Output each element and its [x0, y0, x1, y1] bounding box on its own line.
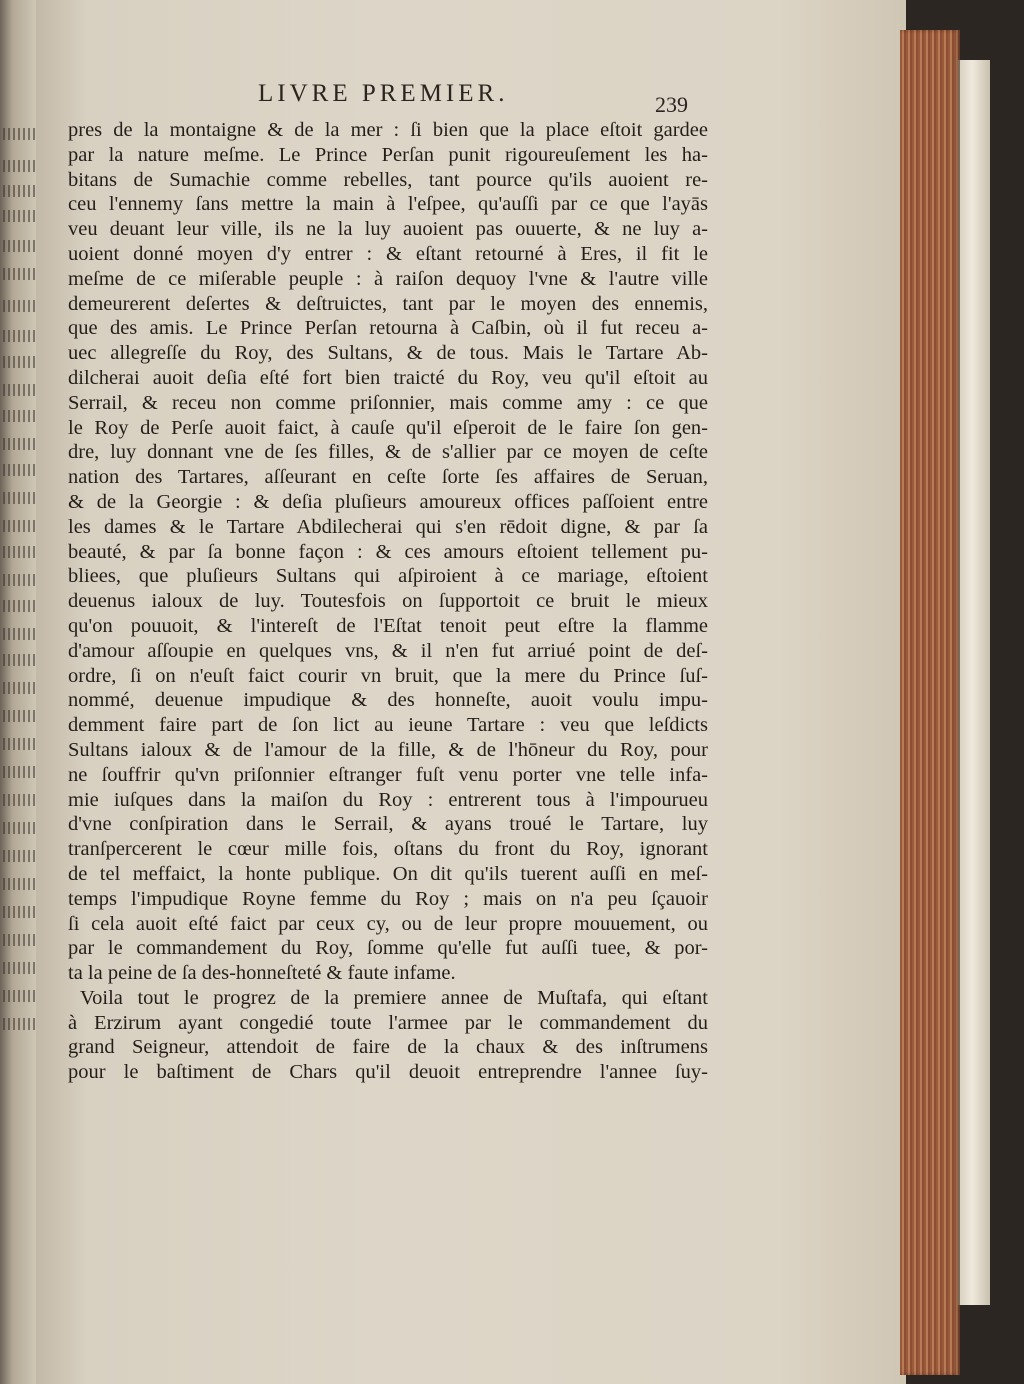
edge-text-fragment: [3, 185, 35, 197]
text-line: nommé, deuenue impudique & des honneſte, auoit voulu impu-: [68, 689, 708, 712]
text-line: temps l'impudique Royne femme du Roy ; mais on n'a peu ſçauoir: [68, 887, 708, 910]
running-head: LIVRE PREMIER.: [258, 80, 509, 107]
facing-page-edge: [0, 0, 36, 1384]
edge-text-fragment: [3, 574, 35, 586]
body-text: [68, 118, 708, 1085]
text-line: tranſpercerent le cœur mille fois, oſtans du front du Roy, ignorant: [68, 838, 708, 861]
text-line: de tel meffaict, la honte publique. On dit qu'ils tuerent auſſi en meſ-: [68, 862, 708, 885]
text-line: dre, luy donnant vne de ſes filles, & de s'allier par ce moyen de ceſte: [68, 441, 708, 464]
text-line: bliees, que pluſieurs Sultans qui aſpiroient à ce mariage, eſtoient: [68, 565, 708, 588]
text-line: les dames & le Tartare Abdilecherai qui s'en rēdoit digne, & par ſa: [68, 515, 708, 538]
edge-text-fragment: [3, 794, 35, 806]
text-line: bitans de Sumachie comme rebelles, tant pource qu'ils auoient re-: [68, 168, 708, 191]
edge-text-fragment: [3, 1018, 35, 1030]
text-line: & de la Georgie : & deſia pluſieurs amoureux offices paſſoient entre: [68, 490, 708, 513]
edge-text-fragment: [3, 492, 35, 504]
edge-text-fragment: [3, 766, 35, 778]
edge-text-fragment: [3, 682, 35, 694]
edge-text-fragment: [3, 822, 35, 834]
edge-text-fragment: [3, 710, 35, 722]
text-line: uec allegreſſe du Roy, des Sultans, & de tous. Mais le Tartare Ab-: [68, 342, 708, 365]
text-line: dilcherai auoit deſia eſté fort bien traicté du Roy, veu qu'il eſtoit au: [68, 366, 708, 389]
edge-text-fragment: [3, 600, 35, 612]
text-line: ceu l'ennemy ſans mettre la main à l'eſpee, qu'auſſi par ce que l'ayās: [68, 193, 708, 216]
edge-text-fragment: [3, 464, 35, 476]
text-line: Voila tout le progrez de la premiere annee de Muſtafa, qui eſtant: [80, 986, 708, 1009]
edge-text-fragment: [3, 850, 35, 862]
book-binding: [958, 60, 990, 1305]
text-line: d'vne conſpiration dans le Serrail, & ayans troué le Tartare, luy: [68, 813, 708, 836]
edge-text-fragment: [3, 628, 35, 640]
text-line: par le commandement du Roy, ſomme qu'elle fut auſſi tuee, & por-: [68, 937, 708, 960]
edge-text-fragment: [3, 738, 35, 750]
text-line: ſi cela auoit eſté faict par ceux cy, ou de leur propre mouuement, ou: [68, 912, 708, 935]
edge-text-fragment: [3, 438, 35, 450]
text-line: à Erzirum ayant congedié toute l'armee par le commandement du: [68, 1011, 708, 1034]
edge-text-fragment: [3, 962, 35, 974]
edge-text-fragment: [3, 878, 35, 890]
page-number: 239: [655, 92, 688, 117]
text-line: mie iuſques dans la maiſon du Roy : entrerent tous à l'impourueu: [68, 788, 708, 811]
text-line: ordre, ſi on n'euſt faict courir vn bruit, que la mere du Prince ſuſ-: [68, 664, 708, 687]
text-line: Sultans ialoux & de l'amour de la fille, & de l'hōneur du Roy, pour: [68, 738, 708, 761]
text-line: deuenus ialoux de luy. Toutesfois on ſupportoit ce bruit le mieux: [68, 590, 708, 613]
text-line: que des amis. Le Prince Perſan retourna à Caſbin, où il fut receu a-: [68, 317, 708, 340]
edge-text-fragment: [3, 654, 35, 666]
text-line: grand Seigneur, attendoit de faire de la chaux & des inſtrumens: [68, 1036, 708, 1059]
text-line: meſme de ce miſerable peuple : à raiſon dequoy l'vne & l'autre ville: [68, 267, 708, 290]
text-line: uoient donné moyen d'y entrer : & eſtant retourné à Eres, il fit le: [68, 242, 708, 265]
edge-text-fragment: [3, 300, 35, 312]
edge-text-fragment: [3, 934, 35, 946]
edge-text-fragment: [3, 546, 35, 558]
text-line: Serrail, & receu non comme priſonnier, mais comme amy : ce que: [68, 391, 708, 414]
text-line: veu deuant leur ville, ils ne la luy auoient pas ouuerte, & ne luy a-: [68, 218, 708, 241]
text-line: ne ſouffrir qu'vn priſonnier eſtranger fuſt venu porter vne telle infa-: [68, 763, 708, 786]
edge-text-fragment: [3, 384, 35, 396]
text-line: demeurerent deſertes & deſtruictes, tant par le moyen des ennemis,: [68, 292, 708, 315]
edge-text-fragment: [3, 356, 35, 368]
edge-text-fragment: [3, 268, 35, 280]
text-line: beauté, & par ſa bonne façon : & ces amours eſtoient tellement pu-: [68, 540, 708, 563]
text-line: pour le baſtiment de Chars qu'il deuoit entreprendre l'annee ſuy-: [68, 1061, 708, 1084]
text-line: demment faire part de ſon lict au ieune Tartare : veu que leſdicts: [68, 714, 708, 737]
edge-text-fragment: [3, 240, 35, 252]
text-line: par la nature meſme. Le Prince Perſan punit rigoureuſement les ha-: [68, 143, 708, 166]
text-line: ta la peine de ſa des-honneſteté & faute infame.: [68, 962, 456, 985]
edge-text-fragment: [3, 906, 35, 918]
text-line: le Roy de Perſe auoit faict, à cauſe qu'il eſperoit de le faire ſon gen-: [68, 416, 708, 439]
text-line: pres de la montaigne & de la mer : ſi bien que la place eſtoit gardee: [68, 119, 708, 141]
edge-text-fragment: [3, 160, 35, 172]
edge-text-fragment: [3, 330, 35, 342]
text-line: qu'on pouuoit, & l'intereſt de l'Eſtat tenoit peut eſtre la flamme: [68, 614, 708, 637]
page-block-edge: [900, 30, 960, 1375]
edge-text-fragment: [3, 128, 35, 140]
edge-text-fragment: [3, 410, 35, 422]
edge-text-fragment: [3, 990, 35, 1002]
text-line: d'amour aſſoupie en quelques vns, & il n'en fut arriué point de deſ-: [68, 639, 708, 662]
edge-text-fragment: [3, 210, 35, 222]
text-line: nation des Tartares, aſſeurant en ceſte ſorte ſes affaires de Seruan,: [68, 466, 708, 489]
edge-text-fragment: [3, 520, 35, 532]
